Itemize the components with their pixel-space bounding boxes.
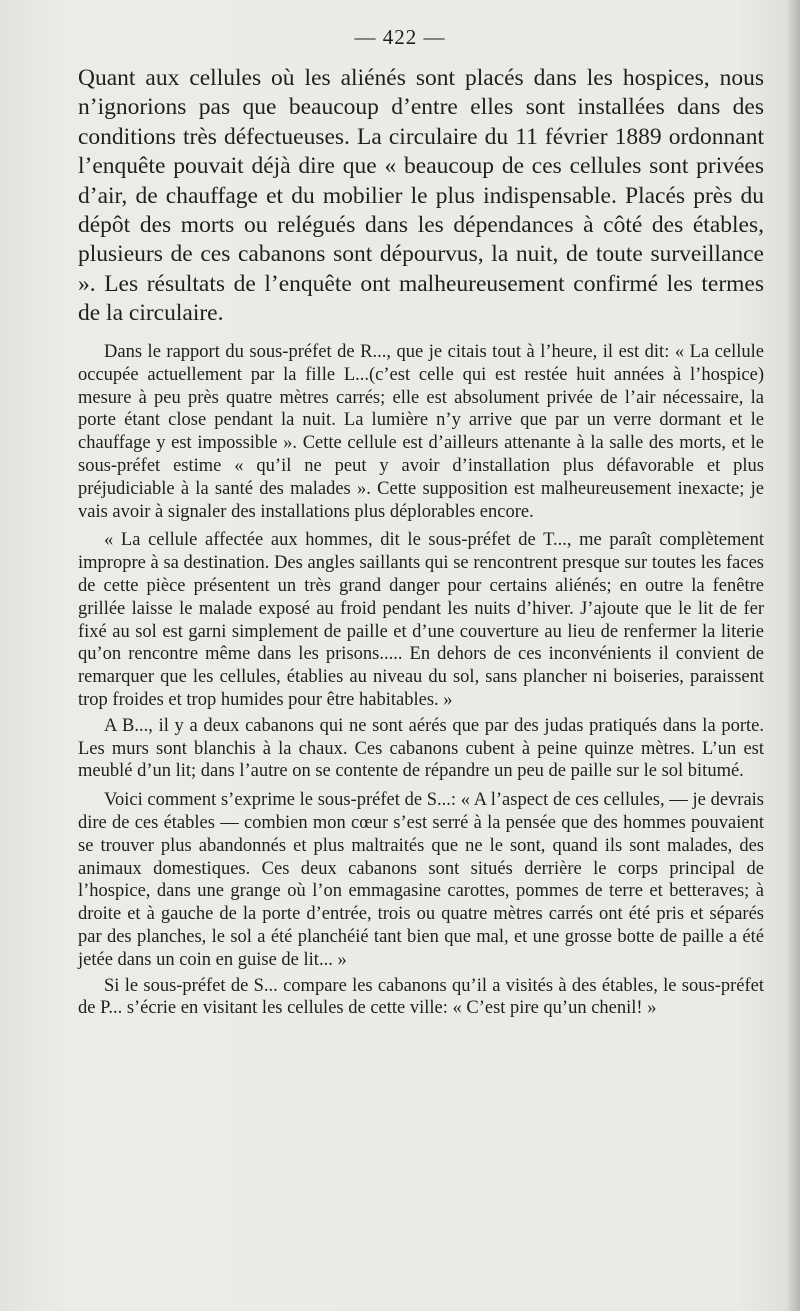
paragraph-report-p: Si le sous-préfet de S... compare les cabanons qu’il a visités à des étables, le sous-préfet de P... s’écrie en visitant les cellules de cette ville: « C’est pire qu’un chenil! » (78, 975, 764, 1019)
paragraph-report-r: Dans le rapport du sous-préfet de R..., que je citais tout à l’heure, il est dit: « La cellule occupée actuellement par la fille L...(c’est celle qui est restée huit années à l’hospice) mesure à peu près quatre mètres carrés; elle est absolument privée de l’air nécessaire, la porte étant close pendant la nuit. La lumière n’y arrive que par un verre dormant et le chauffage y est impossible ». Cette cellule est d’ailleurs attenante à la salle des morts, et le sous-préfet estime « qu’il ne peut y avoir d’installation plus défavorable et plus préjudiciable à la santé des malades ». Cette supposition est malheureusement inexacte; je vais avoir à signaler des installations plus déplorables encore. (78, 342, 764, 522)
paragraph-b-cabanons: A B..., il y a deux cabanons qui ne sont aérés que par des judas pratiqués dans la porte. Les murs sont blanchis à la chaux. Ces cabanons cubent à peine quinze mètres. L’un est meublé d’un lit; dans l’autre on se contente de répandre un peu de paille sur le sol bitumé. (78, 715, 764, 782)
paragraph-report-s: Voici comment s’exprime le sous-préfet de S...: « A l’aspect de ces cellules, — je devrais dire de ces étables — combien mon cœur s’est serré à la pensée que des hommes pouvaient se trouver plus abandonnés et plus maltraités que ne le sont, quand ils sont malades, des animaux domestiques. Ces deux cabanons sont situés derrière le corps principal de l’hospice, dans une grange où l’on emmagasine carottes, pommes de terre et betteraves; à droite et à gauche de la porte d’entrée, trois ou quatre mètres carrés ont été pris et séparés par des planches, le sol a été planchéié tant bien que mal, et une grosse botte de paille a été jetée dans un coin en guise de lit... » (78, 790, 764, 970)
paragraph-cells-conditions: Quant aux cellules où les aliénés sont placés dans les hospices, nous n’ignorions pas que beaucoup d’entre elles sont installées dans des conditions très défectueuses. La circulaire du 11 février 1889 ordonnant l’enquête pouvait déjà dire que « beaucoup de ces cellules sont privées d’air, de chauffage et du mobilier le plus indispensable. Placés près du dépôt des morts ou relégués dans les dépendances à côté des étables, plusieurs de ces cabanons sont dépourvus, la nuit, de toute surveillance ». Les résultats de l’enquête ont malheureusement confirmé les termes de la circulaire. (78, 65, 764, 327)
page-number: — 422 — (354, 25, 446, 49)
main-text-block (78, 64, 764, 329)
paragraph-report-t: « La cellule affectée aux hommes, dit le sous-préfet de T..., me paraît complètement impropre à sa destination. Des angles saillants qui se rencontrent presque sur toutes les faces de cette pièce présentent un très grand danger pour certains aliénés; en outre la fenêtre grillée laisse le malade exposé au froid pendant les nuits d’hiver. J’ajoute que le lit de fer fixé au sol est garni simplement de paille et d’une couverture au lieu de renfermer la literie qu’on rencontre même dans les prisons..... En dehors de ces inconvénients il convient de remarquer que les cellules, établies au niveau du sol, sans plancher ni boiseries, paraissent trop froides et trop humides pour être habitables. » (78, 530, 764, 710)
quoted-text-block (78, 341, 764, 1020)
page-edge-shadow (786, 0, 800, 1311)
